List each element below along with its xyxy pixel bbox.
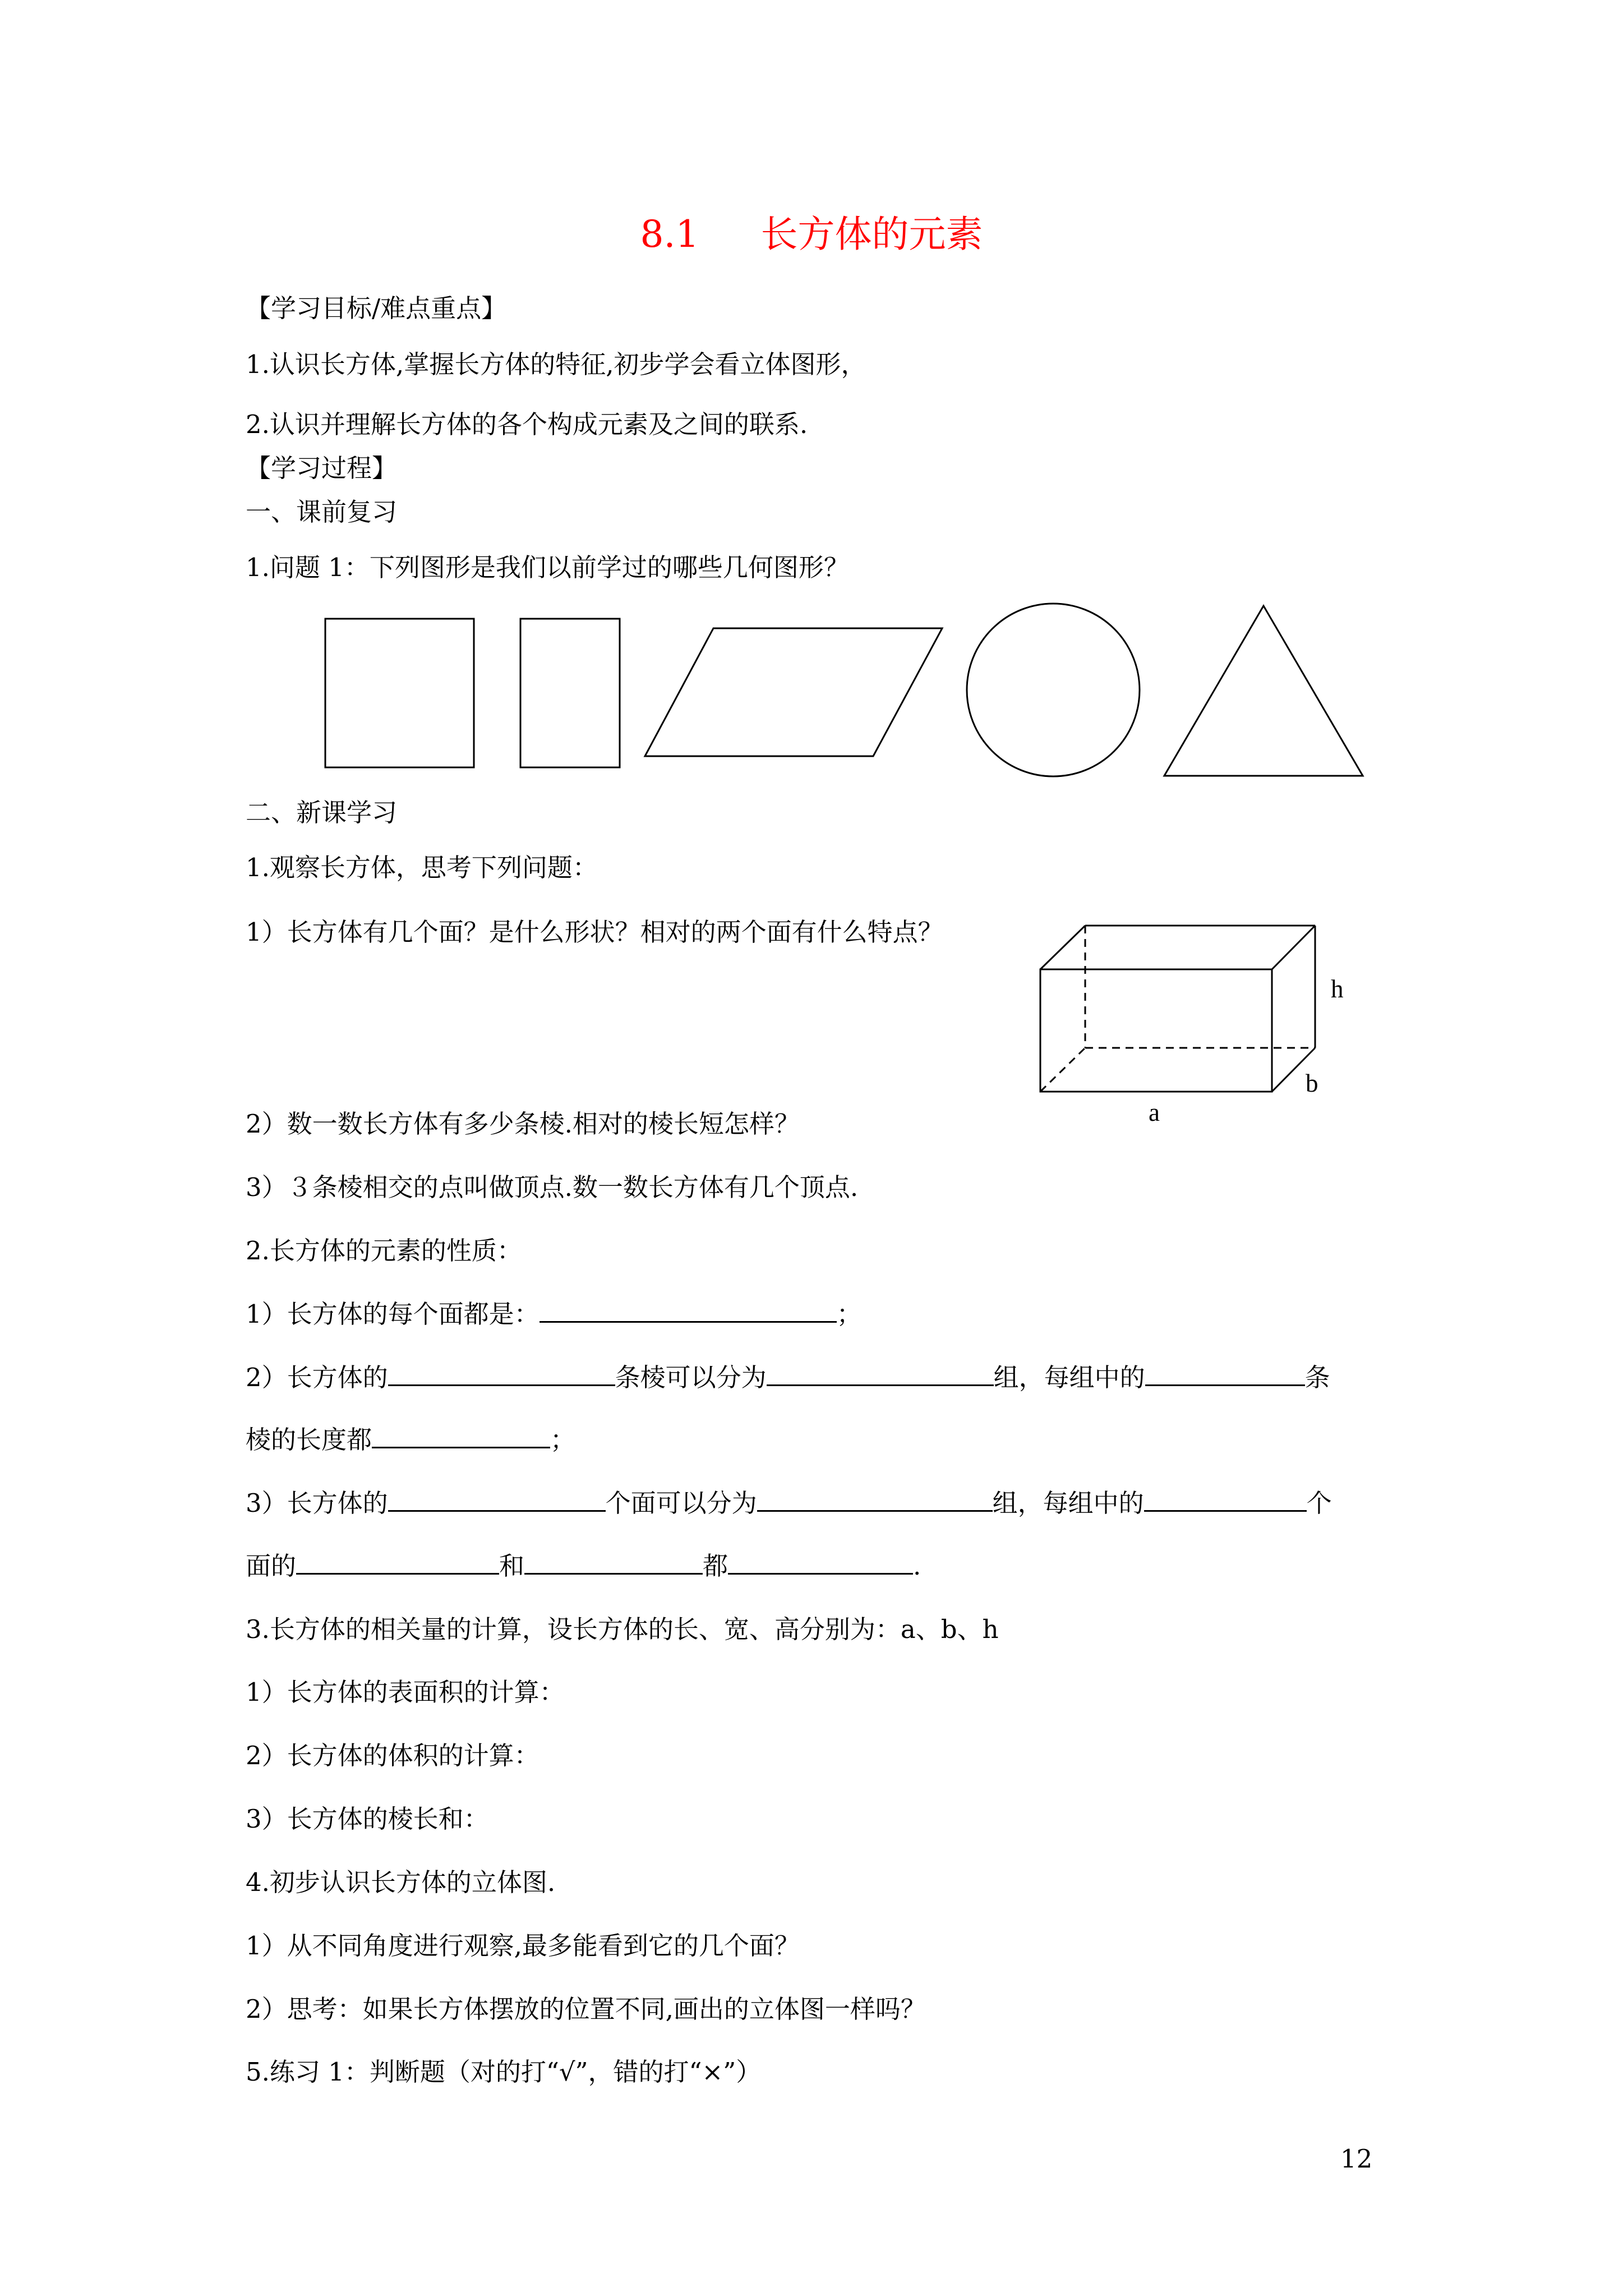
parallelogram-icon [645,628,942,756]
property-2 [246,1363,1330,1393]
section1-header: 一、课前复习 [246,497,398,527]
cuboid-label-h: h [1331,975,1344,1003]
square-icon [325,619,474,767]
process-header: 【学习过程】 [246,453,398,483]
title-number: 8.1 [640,213,699,256]
property-1-end: ； [836,1299,862,1329]
triangle-icon [1164,606,1363,776]
exercise-intro: 5.练习 1：判断题（对的打“√”，错的打“×”） [246,2057,762,2087]
cuboid-hidden-left-bottom-edge [1040,1048,1085,1092]
property-3-text-e: 面的 [246,1551,297,1581]
property-3-cont [246,1551,921,1581]
property-3-text-f: 和 [499,1551,525,1581]
fill-blank[interactable] [767,1364,994,1386]
cuboid-top-right-edge [1272,926,1315,969]
fill-blank[interactable] [1145,1364,1305,1386]
property-2-text-c: 组，每组中的 [993,1363,1145,1392]
cuboid-front-face [1040,969,1272,1092]
property-3-end: . [913,1551,921,1581]
property-3-text-c: 组，每组中的 [992,1488,1144,1518]
property-2-text-e: 棱的长度都 [246,1425,372,1455]
property-2-cont [246,1425,575,1455]
calc-intro: 3.长方体的相关量的计算，设长方体的长、宽、高分别为：a、b、h [246,1614,999,1644]
observe-q2: 2）数一数长方体有多少条棱.相对的棱长短怎样？ [246,1109,800,1139]
calc-surface-area: 1）长方体的表面积的计算： [246,1677,565,1707]
stereo-q1: 1）从不同角度进行观察,最多能看到它的几个面？ [246,1931,800,1961]
circle-icon [967,604,1140,776]
objectives-header: 【学习目标/难点重点】 [246,293,507,323]
cuboid-label-a: a [1149,1098,1160,1126]
cuboid-figure [1040,926,1344,1126]
section2-header: 二、新课学习 [246,798,398,827]
stereo-q2: 2）思考：如果长方体摆放的位置不同,画出的立体图一样吗？ [246,1994,926,2024]
stereo-intro: 4.初步认识长方体的立体图. [246,1867,556,1897]
calc-volume: 2）长方体的体积的计算： [246,1741,540,1770]
question-1: 1.问题 1：下列图形是我们以前学过的哪些几何图形？ [246,553,849,582]
observe-q1: 1）长方体有几个面？是什么形状？相对的两个面有什么特点？ [246,917,943,947]
fill-blank[interactable] [540,1301,837,1323]
rectangle-icon [520,619,620,767]
fill-blank[interactable] [524,1553,703,1575]
observe-intro: 1.观察长方体，思考下列问题： [246,853,598,882]
property-2-end: ； [550,1425,576,1455]
properties-intro: 2.长方体的元素的性质： [246,1236,522,1266]
fill-blank[interactable] [388,1490,606,1512]
property-3-text-g: 都 [703,1551,728,1581]
property-1 [246,1299,862,1329]
property-2-text-d: 条 [1304,1363,1330,1392]
property-3-text-d: 个 [1306,1488,1332,1518]
property-2-text-b: 条棱可以分为 [615,1363,767,1392]
property-3-text-b: 个面可以分为 [605,1488,757,1518]
fill-blank[interactable] [1144,1490,1307,1512]
property-3 [246,1488,1332,1519]
title-text: 长方体的元素 [760,213,983,256]
fill-blank[interactable] [372,1427,550,1448]
objective-1: 1.认识长方体,掌握长方体的特征,初步学会看立体图形， [246,349,866,379]
fill-blank[interactable] [388,1364,615,1386]
observe-q3: 3）３条棱相交的点叫做顶点.数一数长方体有几个顶点. [246,1172,859,1202]
objective-2: 2.认识并理解长方体的各个构成元素及之间的联系. [246,409,808,439]
cuboid-top-left-edge [1040,926,1085,969]
cuboid-label-b: b [1306,1069,1318,1097]
property-2-text-a: 2）长方体的 [246,1363,388,1392]
fill-blank[interactable] [296,1553,499,1575]
page-number: 12 [1340,2144,1373,2174]
property-3-text-a: 3）长方体的 [246,1488,388,1518]
fill-blank[interactable] [757,1490,993,1512]
calc-edge-sum: 3）长方体的棱长和： [246,1804,489,1834]
fill-blank[interactable] [728,1553,913,1575]
property-1-text: 1）长方体的每个面都是： [246,1299,540,1329]
